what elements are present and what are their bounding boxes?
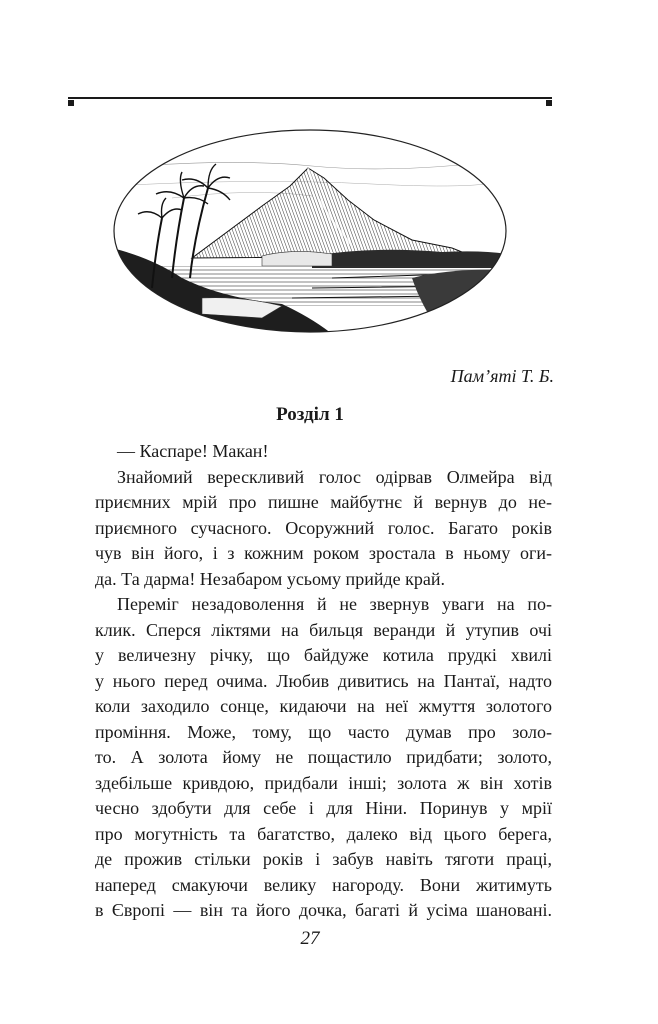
text-line: коли заходило сонце, кидаючи на неї жмуття золотого [95, 696, 552, 716]
text-line: здебільше кривдою, придбали інші; золота ж він хотів [95, 772, 552, 793]
text-line: у нього перед очима. Любив дивитись на Пантаї, надто [95, 670, 552, 691]
text-line: де прожив стільки років і забув навіть тяготи праці, [95, 849, 552, 869]
text-line: клик. Сперся ліктями на бильця веранди й утупив очі [95, 619, 552, 640]
body-text [95, 439, 552, 924]
text-line: проміння. Може, тому, що часто думав про золо- [95, 721, 552, 742]
text-line: приємних мрій про пишне майбутнє й вернув до не- [95, 492, 552, 512]
header-rule-line [68, 97, 552, 99]
chapter-illustration [112, 128, 508, 334]
text-line: чув він його, і з кожним роком зростала в ньому оги- [95, 543, 552, 563]
page-number: 27 [300, 928, 320, 949]
text-line: да. Та дарма! Незабаром усьому прийде край. [95, 568, 445, 589]
text-line: Знайомий верескливий голос одірвав Олмейра від [117, 466, 552, 487]
header-rule [68, 96, 552, 110]
rule-square-right [546, 100, 552, 106]
text-line: у величезну річку, що байдуже котила прудкі хвилі [95, 645, 552, 665]
chapter-title: Розділ 1 [276, 404, 344, 425]
rule-square-left [68, 100, 74, 106]
text-line: в Європі — він та його дочка, багаті й усіма шановані. [95, 900, 552, 920]
text-line: то. А золота йому не пощастило придбати; золото, [95, 747, 552, 767]
text-line: приємного сучасного. Осоружний голос. Багато років [95, 517, 552, 538]
text-line: чесно здобути для себе і для Ніни. Поринув у мрії [95, 798, 552, 818]
text-line: Переміг незадоволення й не звернув уваги на по- [117, 594, 552, 614]
text-line: — Каспаре! Макан! [117, 441, 269, 461]
dedication: Пам’яті Т. Б. [450, 366, 554, 386]
text-line: про могутність та багатство, далеко від цього берега, [95, 823, 552, 844]
text-line: наперед смакуючи велику нагороду. Вони житимуть [95, 874, 552, 895]
